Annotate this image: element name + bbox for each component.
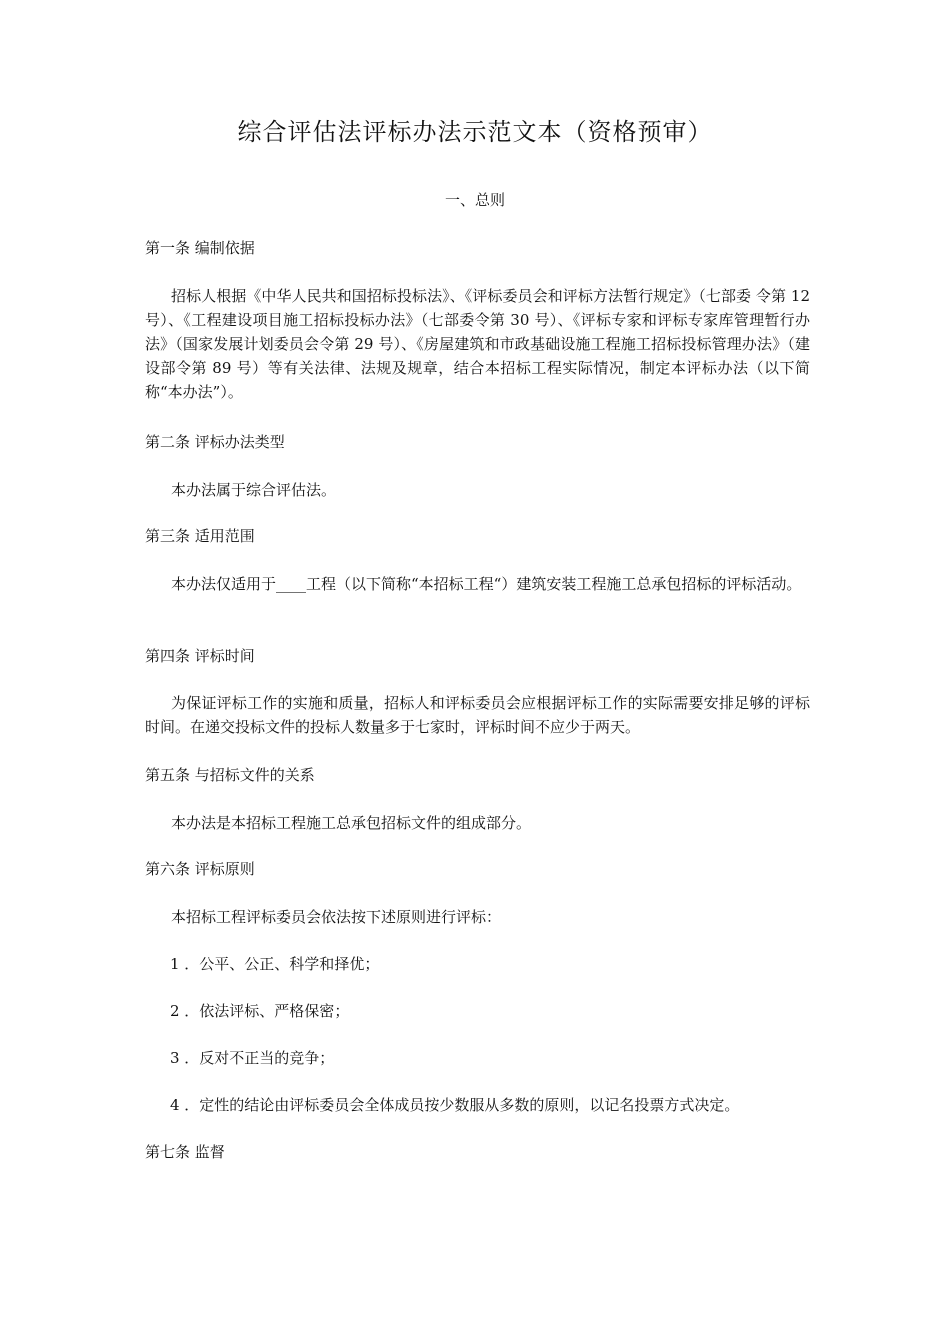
article-4-heading: 第四条 评标时间 <box>145 647 255 665</box>
document-title: 综合评估法评标办法示范文本（资格预审） <box>237 118 713 146</box>
article-5-heading: 第五条 与招标文件的关系 <box>145 766 315 784</box>
article-4-paragraph: 为保证评标工作的实施和质量，招标人和评标委员会应根据评标工作的实际需要安排足够的评标时间。在递交投标文件的投标人数量多于七家时，评标时间不应少于两天。 <box>145 694 810 736</box>
principle-list-item-3: 3 ．反对不正当的竞争； <box>170 1049 335 1067</box>
article-3-heading: 第三条 适用范围 <box>145 527 255 545</box>
article-6-heading: 第六条 评标原则 <box>145 860 255 878</box>
principle-list-item-4: 4 ．定性的结论由评标委员会全体成员按少数服从多数的原则，以记名投票方式决定。 <box>170 1096 740 1114</box>
chapter-heading: 一、总则 <box>444 191 505 209</box>
article-7-heading: 第七条 监督 <box>145 1143 225 1161</box>
principle-list-item-2: 2 ．依法评标、严格保密； <box>170 1002 350 1020</box>
article-1-heading: 第一条 编制依据 <box>145 239 255 257</box>
article-2-paragraph: 本办法属于综合评估法。 <box>171 481 337 499</box>
article-6-paragraph: 本招标工程评标委员会依法按下述原则进行评标： <box>171 908 502 926</box>
article-1-paragraph: 招标人根据《中华人民共和国招标投标法》、《评标委员会和评标方法暂行规定》（七部委 令第 12 号）、《工程建设项目施工招标投标办法》（七部委令第 30 号）、《评标专家和评标专家库管理暂行办法》（国家发展计划委员会令第 29 号）、《房屋建筑和市政基础设施工程施工招标投标管理办法》（建设部令第 89 号）等有关法律、法规及规章，结合本招标工程实际情况，制定本评标办法（以下简称“本办法”）。 <box>145 287 810 401</box>
article-5-paragraph: 本办法是本招标工程施工总承包招标文件的组成部分。 <box>171 814 532 832</box>
article-2-heading: 第二条 评标办法类型 <box>145 433 285 451</box>
principle-list-item-1: 1 ．公平、公正、科学和择优； <box>170 955 380 973</box>
article-3-paragraph: 本办法仅适用于____工程（以下简称“本招标工程“）建筑安装工程施工总承包招标的评标活动。 <box>171 575 802 593</box>
